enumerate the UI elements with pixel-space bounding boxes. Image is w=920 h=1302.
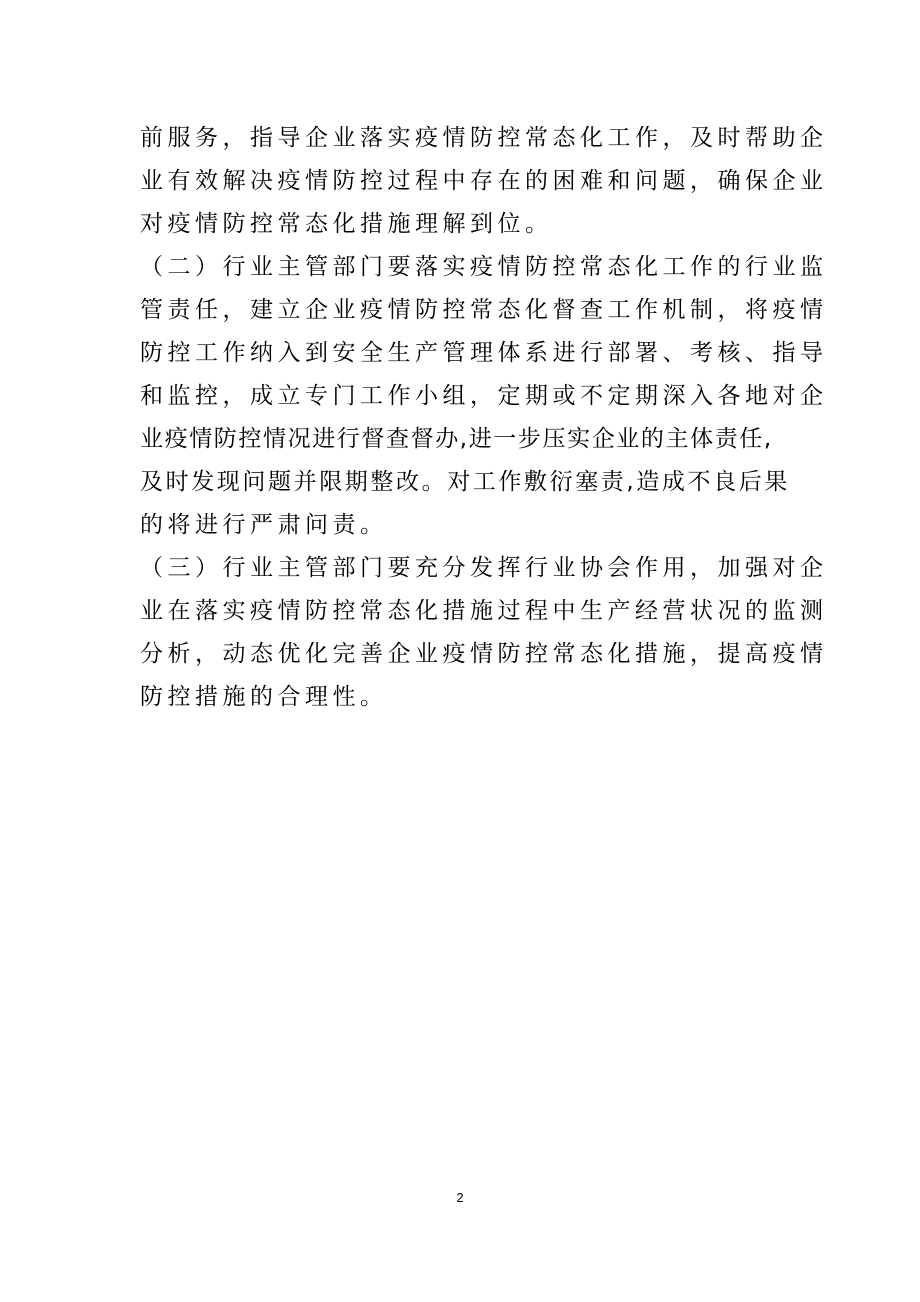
text-line-3: 对疫情防控常态化措施理解到位。 — [140, 211, 553, 237]
text-line-8: 业疫情防控情况进行督查督办,进一步压实企业的主体责任, — [140, 426, 773, 452]
text-line-9: 及时发现问题并限期整改。对工作敷衍塞责,造成不良后果 — [140, 469, 790, 495]
text-line-13: 分析，动态优化完善企业疫情防控常态化措施，提高疫情 — [140, 641, 828, 667]
text-line-5: 管责任，建立企业疫情防控常态化督查工作机制，将疫情 — [140, 297, 828, 323]
text-line-10: 的将进行严肃问责。 — [140, 512, 388, 538]
page-number: 2 — [456, 1190, 464, 1205]
text-line-6: 防控工作纳入到安全生产管理体系进行部署、考核、指导 — [140, 340, 828, 366]
text-line-2: 业有效解决疫情防控过程中存在的困难和问题，确保企业 — [140, 168, 828, 194]
text-line-4: （二）行业主管部门要落实疫情防控常态化工作的行业监 — [140, 254, 828, 280]
text-line-12: 业在落实疫情防控常态化措施过程中生产经营状况的监测 — [140, 598, 828, 624]
body-text — [140, 117, 828, 719]
text-line-1: 前服务，指导企业落实疫情防控常态化工作，及时帮助企 — [140, 125, 828, 151]
text-line-7: 和监控，成立专门工作小组，定期或不定期深入各地对企 — [140, 383, 828, 409]
text-line-11: （三）行业主管部门要充分发挥行业协会作用，加强对企 — [140, 555, 828, 581]
text-line-14: 防控措施的合理性。 — [140, 684, 388, 710]
